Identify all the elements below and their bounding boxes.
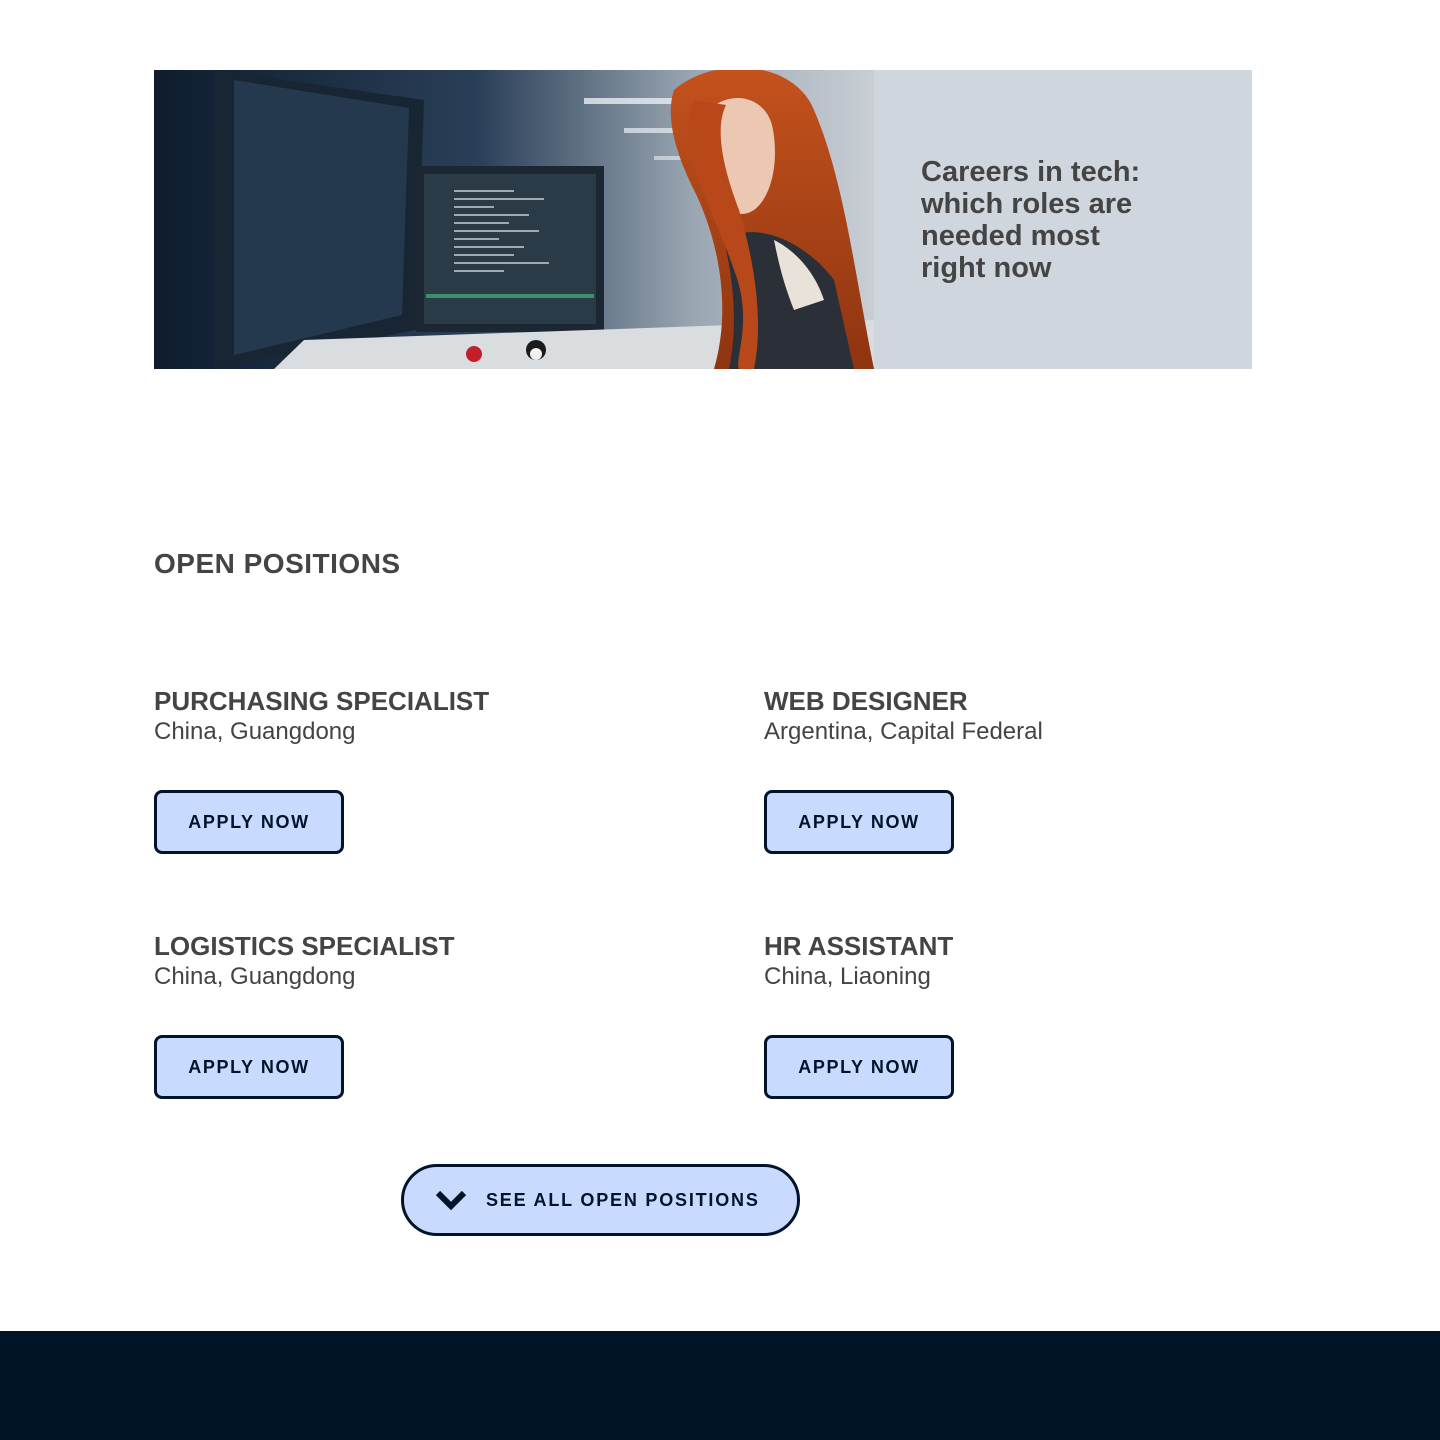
footer bbox=[0, 1331, 1440, 1440]
job-title: PURCHASING SPECIALIST bbox=[154, 686, 490, 716]
see-all-positions-button[interactable] bbox=[401, 1164, 800, 1236]
apply-now-button[interactable]: APPLY NOW bbox=[764, 1035, 954, 1099]
feature-image bbox=[154, 70, 874, 369]
job-card bbox=[154, 686, 674, 832]
feature-article-card[interactable] bbox=[154, 70, 1252, 369]
job-title: HR ASSISTANT bbox=[764, 931, 954, 961]
feature-title[interactable]: Careers in tech: which roles are needed most right now bbox=[921, 155, 1141, 284]
job-card bbox=[154, 931, 674, 1077]
job-location: China, Guangdong bbox=[154, 963, 356, 990]
chevron-down-icon bbox=[434, 1188, 468, 1212]
job-title: LOGISTICS SPECIALIST bbox=[154, 931, 455, 961]
job-title: WEB DESIGNER bbox=[764, 686, 968, 716]
apply-now-button[interactable]: APPLY NOW bbox=[154, 1035, 344, 1099]
job-location: China, Guangdong bbox=[154, 718, 356, 745]
feature-text-panel bbox=[874, 70, 1252, 369]
apply-now-button[interactable]: APPLY NOW bbox=[154, 790, 344, 854]
job-card bbox=[764, 686, 1284, 832]
job-location: China, Liaoning bbox=[764, 963, 931, 990]
job-card bbox=[764, 931, 1284, 1077]
job-location: Argentina, Capital Federal bbox=[764, 718, 1043, 745]
section-title: OPEN POSITIONS bbox=[154, 548, 401, 579]
see-all-label: SEE ALL OPEN POSITIONS bbox=[486, 1189, 760, 1210]
feature-photo-illustration bbox=[154, 70, 874, 369]
apply-now-button[interactable]: APPLY NOW bbox=[764, 790, 954, 854]
